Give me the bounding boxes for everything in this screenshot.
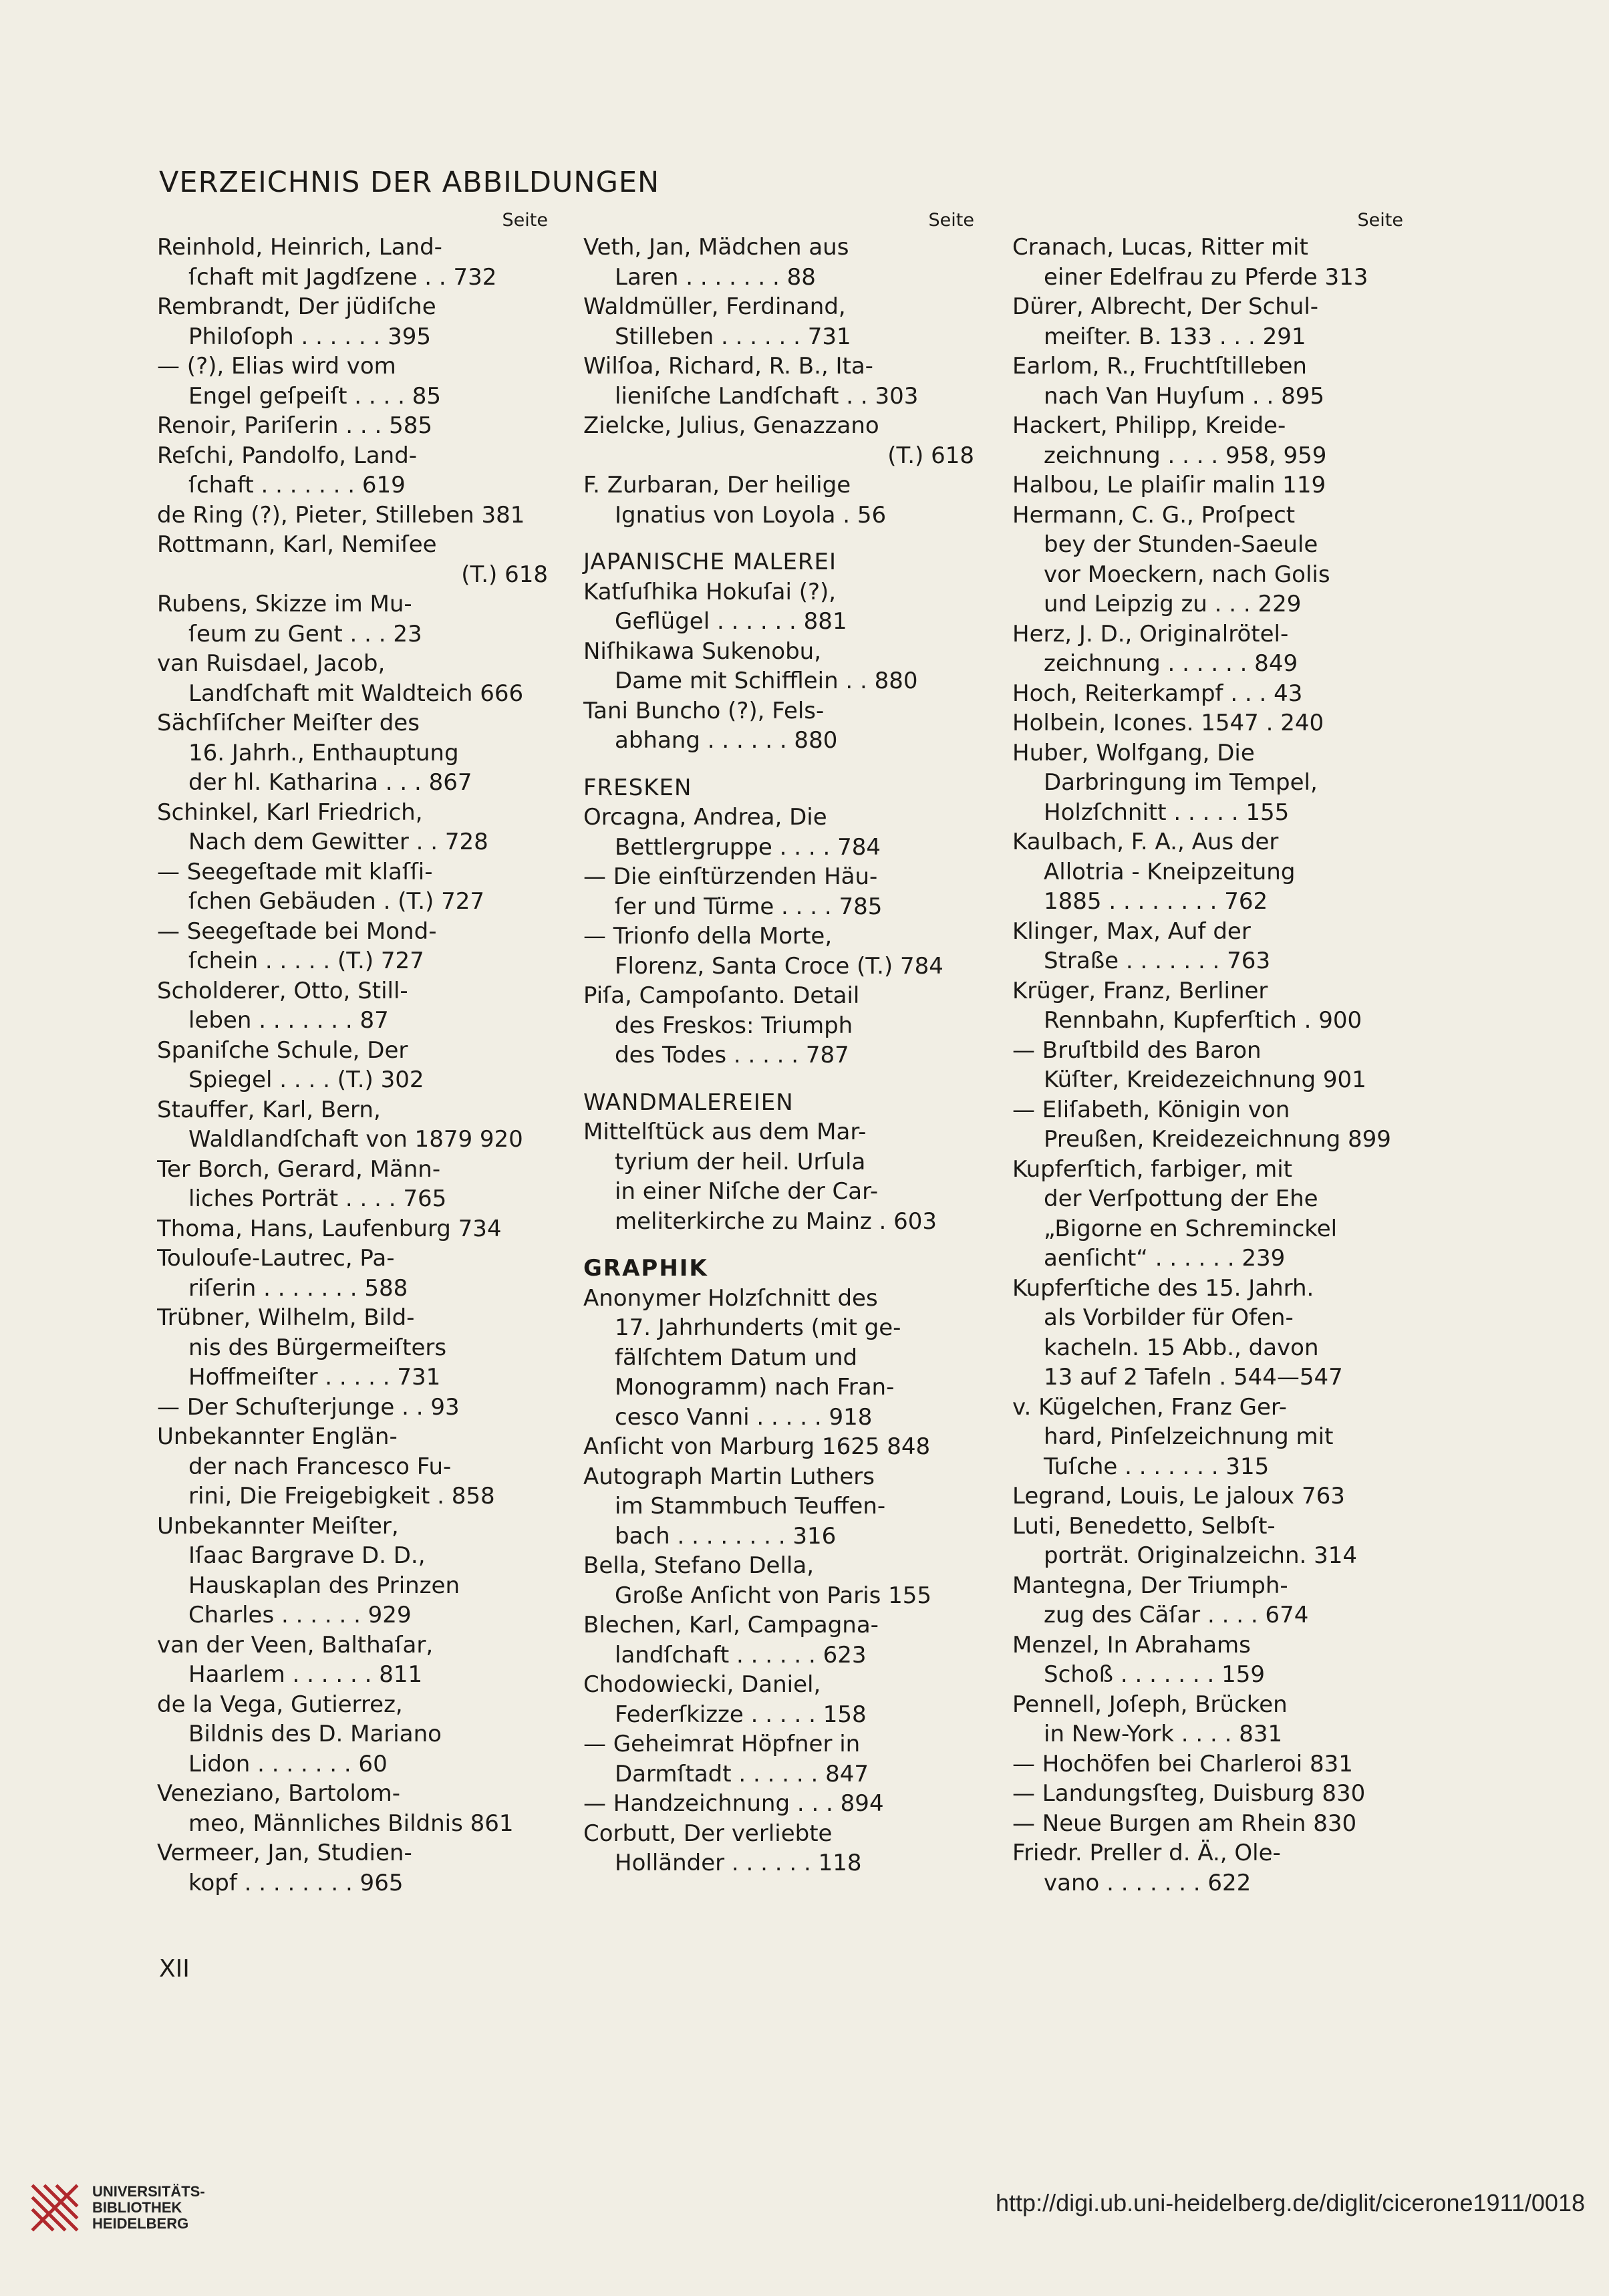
index-entry (157, 1393, 548, 1423)
index-entry-line: Waldmüller, Ferdinand, (583, 293, 846, 320)
index-entry-line: Rennbahn, Kupferſtich . 900 (1044, 1007, 1362, 1034)
index-entry-line: der Verſpottung der Ehe (1044, 1185, 1318, 1212)
index-entry-line: ſeum zu Gent . . . 23 (188, 620, 422, 648)
index-entry-line: ſchen Gebäuden . (T.) 727 (188, 888, 484, 915)
index-column-3 (1012, 208, 1403, 1898)
index-entry-line: der nach Francesco Fu- (188, 1453, 452, 1480)
index-entry-line: Luti, Benedetto, Selbſt- (1012, 1512, 1276, 1540)
index-entry (1012, 351, 1403, 411)
index-entry-line: lieniſche Landſchaft . . 303 (615, 382, 919, 410)
index-entry-line: meo, Männliches Bildnis 861 (188, 1810, 514, 1837)
index-entry-line: zug des Cäſar . . . . 674 (1044, 1602, 1309, 1628)
index-entry (157, 857, 548, 917)
index-entry (583, 1117, 974, 1236)
index-entry-line: vor Moeckern, nach Golis (1044, 561, 1330, 588)
index-entry (157, 1779, 548, 1838)
index-entry (583, 1670, 974, 1729)
index-entry-line: Chodowiecki, Daniel, (583, 1671, 821, 1698)
index-entry-line: Dürer, Albrecht, Der Schul- (1012, 293, 1319, 320)
index-entry (157, 500, 548, 531)
index-entry-line: Tuſche . . . . . . . 315 (1044, 1453, 1270, 1480)
index-entry (583, 803, 974, 862)
index-entry-line: Veth, Jan, Mädchen aus (583, 234, 849, 261)
index-entry (583, 696, 974, 756)
library-name (92, 2184, 205, 2232)
index-entry (157, 1095, 548, 1155)
index-entry (157, 1303, 548, 1393)
index-entry-line: des Todes . . . . . 787 (615, 1042, 849, 1068)
index-entry (583, 862, 974, 921)
index-entry-line: F. Zurbaran, Der heilige (583, 472, 851, 498)
index-entry-line: nis des Bürgermeiſters (188, 1334, 447, 1361)
index-entry-line: Darmſtadt . . . . . . 847 (615, 1760, 869, 1787)
index-entry-line: tyrium der heil. Urſula (615, 1148, 866, 1175)
index-entry-line: Sächſiſcher Meiſter des (157, 710, 420, 736)
index-entry-line: — Geheimrat Höpfner in (583, 1731, 861, 1757)
index-entry (1012, 1571, 1403, 1630)
index-entry-line: — Die einſtürzenden Häu- (583, 863, 878, 890)
index-entry (157, 589, 548, 649)
index-entry-line: der hl. Katharina . . . 867 (188, 769, 472, 796)
index-entry (1012, 1749, 1403, 1779)
index-entry (1012, 1481, 1403, 1512)
index-entry-line: meiſter. B. 133 . . . 291 (1044, 323, 1306, 350)
index-entry (1012, 1274, 1403, 1393)
index-entry (1012, 1036, 1403, 1095)
index-entry-line: im Stammbuch Teuffen- (615, 1493, 886, 1520)
index-entry-line: Iſaac Bargrave D. D., (188, 1542, 426, 1569)
index-entry-line: Klinger, Max, Auf der (1012, 917, 1251, 945)
index-entry-line: — Handzeichnung . . . 894 (583, 1790, 884, 1817)
index-entry-line: — Neue Burgen am Rhein 830 (1012, 1810, 1357, 1837)
index-entry-line: rini, Die Freigebigkeit . 858 (188, 1483, 495, 1510)
index-entry-line: Ignatius von Loyola . 56 (615, 501, 887, 529)
index-entry (1012, 708, 1403, 738)
index-entry-line: Allotria - Kneipzeitung (1044, 858, 1296, 885)
index-entry-line: Cranach, Lucas, Ritter mit (1012, 234, 1308, 261)
index-entry-line: Halbou, Le plaiſir malin 119 (1012, 472, 1326, 498)
index-entry (157, 976, 548, 1036)
index-entry-line: Wilſoa, Richard, R. B., Ita- (583, 353, 873, 380)
index-entry-line: Kupferſtich, farbiger, mit (1012, 1155, 1293, 1183)
index-entry-line: Dame mit Schifflein . . 880 (615, 668, 918, 694)
index-entry-line: ſchaft . . . . . . . 619 (188, 472, 406, 498)
index-entry (583, 1610, 974, 1670)
index-entry-line: in New-York . . . . 831 (1044, 1721, 1283, 1747)
library-name-line: HEIDELBERG (92, 2215, 189, 2232)
index-entry-line: Reſchi, Pandolfo, Land- (157, 442, 418, 469)
index-entry (1012, 1155, 1403, 1274)
index-entry-line: Unbekannter Englän- (157, 1423, 398, 1450)
index-entry-line: Blechen, Karl, Campagna- (583, 1612, 879, 1638)
index-entry-line: — (?), Elias wird vom (157, 353, 396, 380)
index-entry (1012, 292, 1403, 351)
index-entry-line: Pennell, Joſeph, Brücken (1012, 1691, 1288, 1718)
index-entry-line: Friedr. Preller d. Ä., Ole- (1012, 1840, 1281, 1866)
index-entry-line: Waldlandſchaft von 1879 920 (188, 1126, 523, 1153)
index-entry-line: hard, Pinſelzeichnung mit (1044, 1423, 1334, 1450)
index-entry-line: Geflügel . . . . . . 881 (615, 608, 847, 635)
index-entry (1012, 679, 1403, 709)
index-entry-line: — Seegeſtade bei Mond- (157, 917, 437, 945)
index-entry (583, 1789, 974, 1819)
index-entry-line: Legrand, Louis, Le jaloux 763 (1012, 1483, 1345, 1510)
library-logo-icon (27, 2180, 83, 2236)
index-entry-line: Bildnis des D. Mariano (188, 1721, 442, 1747)
index-entry (157, 292, 548, 351)
index-entry-line: Trübner, Wilhelm, Bild- (157, 1304, 415, 1331)
index-entry (157, 917, 548, 976)
index-entry-line: aenſicht“ . . . . . . 239 (1044, 1245, 1286, 1272)
index-entry-line: 17. Jahrhunderts (mit ge- (615, 1314, 901, 1341)
index-entry (157, 530, 548, 589)
index-entry (1012, 1095, 1403, 1155)
index-entry-line: Lidon . . . . . . . 60 (188, 1750, 388, 1777)
index-entry-line: Toulouſe-Lautrec, Pa- (157, 1245, 395, 1272)
index-entry-line: Thoma, Hans, Laufenburg 734 (157, 1215, 502, 1242)
index-entry-line: Krüger, Franz, Berliner (1012, 977, 1268, 1004)
index-entry (583, 1819, 974, 1878)
index-entry-line: Hauskaplan des Prinzen (188, 1572, 460, 1599)
index-entry (1012, 976, 1403, 1036)
index-entry-line: — Eliſabeth, Königin von (1012, 1096, 1290, 1123)
index-entry-line: Herz, J. D., Originalrötel- (1012, 620, 1289, 648)
index-entry-line: Vermeer, Jan, Studien- (157, 1840, 412, 1866)
index-entry-line: in einer Niſche der Car- (615, 1178, 879, 1205)
index-entry (583, 351, 974, 411)
index-entry-line: Kaulbach, F. A., Aus der (1012, 829, 1279, 855)
index-entry-line: des Freskos: Triumph (615, 1012, 853, 1039)
index-entry-line: van Ruisdael, Jacob, (157, 650, 386, 677)
index-entry-line: Große Anſicht von Paris 155 (615, 1582, 932, 1609)
index-entry (157, 1244, 548, 1303)
index-entry-line: v. Kügelchen, Franz Ger- (1012, 1393, 1287, 1421)
index-entry-line: Hoffmeiſter . . . . . 731 (188, 1364, 441, 1391)
index-entry-line: Autograph Martin Luthers (583, 1463, 875, 1490)
index-entry-line: leben . . . . . . . 87 (188, 1007, 389, 1034)
index-entry-line: Spaniſche Schule, Der (157, 1036, 408, 1064)
library-name-line: BIBLIOTHEK (92, 2199, 182, 2216)
index-entry (157, 233, 548, 292)
index-entry-line: Philoſoph . . . . . . 395 (188, 323, 432, 350)
index-entry (1012, 1512, 1403, 1571)
index-entry-line: ſchein . . . . . (T.) 727 (188, 948, 424, 974)
index-entry-line: ſchaft mit Jagdſzene . . 732 (188, 263, 497, 291)
index-entry-line: Holzſchnitt . . . . . 155 (1044, 799, 1290, 826)
index-entry-line: Holländer . . . . . . 118 (615, 1850, 862, 1876)
index-entry (583, 577, 974, 637)
index-entry (1012, 500, 1403, 619)
index-entry-line: van der Veen, Balthaſar, (157, 1631, 434, 1659)
index-entry (583, 1729, 974, 1789)
index-entry-line: — Landungsſteg, Duisburg 830 (1012, 1780, 1366, 1807)
index-entry-line: und Leipzig zu . . . 229 (1044, 591, 1302, 617)
index-entry-line: Menzel, In Abrahams (1012, 1631, 1251, 1659)
index-entry-line: porträt. Originalzeichn. 314 (1044, 1542, 1358, 1569)
index-entry-line: Zielcke, Julius, Genazzano (583, 412, 879, 439)
index-entry-line: — Der Schuſterjunge . . 93 (157, 1393, 460, 1421)
seite-heading: Seite (502, 210, 548, 231)
index-entry (583, 411, 974, 470)
index-entry-line: kacheln. 15 Abb., davon (1044, 1334, 1319, 1361)
index-entry-line: 1885 . . . . . . . . 762 (1044, 888, 1268, 915)
footer-bar (0, 2165, 1609, 2296)
index-entry-line: Kupferſtiche des 15. Jahrh. (1012, 1274, 1314, 1302)
index-entry-line: nach Van Huyſum . . 895 (1044, 382, 1325, 410)
index-entry (157, 1155, 548, 1214)
index-entry-line: Federſkizze . . . . . 158 (615, 1701, 867, 1728)
index-entry-line: bey der Stunden-Saeule (1044, 531, 1318, 558)
index-entry-line: Renoir, Pariſerin . . . 585 (157, 412, 433, 439)
index-entry (157, 1838, 548, 1898)
index-entry-line: — Trionfo della Morte, (583, 923, 833, 950)
page-title: VERZEICHNIS DER ABBILDUNGEN (159, 166, 660, 199)
index-entry-line: Charles . . . . . . 929 (188, 1602, 412, 1628)
index-entry (583, 921, 974, 981)
index-entry-line: Ter Borch, Gerard, Männ- (157, 1155, 441, 1183)
index-entry-line: Mantegna, Der Triumph- (1012, 1572, 1288, 1599)
index-entry-line: landſchaft . . . . . . 623 (615, 1641, 867, 1669)
index-entry-line: abhang . . . . . . 880 (615, 727, 838, 754)
index-entry (583, 233, 974, 292)
index-entry-line: Hermann, C. G., Proſpect (1012, 501, 1296, 529)
section-heading: JAPANISCHE MALEREI (583, 549, 837, 575)
index-entry-line: Stilleben . . . . . . 731 (615, 323, 851, 350)
index-entry (157, 441, 548, 500)
index-entry-line: Nach dem Gewitter . . 728 (188, 829, 488, 855)
index-entry-line: Tani Buncho (?), Fels- (583, 697, 825, 724)
index-entry-line: Scholderer, Otto, Still- (157, 977, 408, 1004)
index-entry-line: — Seegeſtade mit klaſſi- (157, 858, 433, 885)
index-entry-line: ſer und Türme . . . . 785 (615, 893, 883, 920)
index-entry (157, 1690, 548, 1779)
index-entry-line: Straße . . . . . . . 763 (1044, 948, 1271, 974)
index-entry-line: Unbekannter Meiſter, (157, 1512, 399, 1540)
index-entry-line: Florenz, Santa Croce (T.) 784 (615, 952, 943, 980)
index-entry (1012, 1779, 1403, 1809)
index-entry-line: Corbutt, Der verliebte (583, 1820, 833, 1847)
index-entry-line: Anonymer Holzſchnitt des (583, 1284, 878, 1312)
index-entry (157, 1036, 548, 1095)
index-entry-line: Earlom, R., Fruchtſtilleben (1012, 353, 1307, 380)
index-column-1 (157, 208, 548, 1898)
index-entry-line: meliterkirche zu Mainz . 603 (615, 1207, 937, 1235)
index-entry-line: — Bruſtbild des Baron (1012, 1036, 1262, 1064)
index-entry (1012, 1630, 1403, 1690)
index-entry-line: Anſicht von Marburg 1625 848 (583, 1433, 931, 1460)
index-entry (583, 470, 974, 530)
index-entry-line: Niſhikawa Sukenobu, (583, 637, 822, 665)
index-entry-line: Rottmann, Karl, Nemiſee (157, 531, 437, 558)
index-entry-line: kopf . . . . . . . . 965 (188, 1869, 404, 1896)
index-entry-line: Bettlergruppe . . . . 784 (615, 833, 881, 861)
index-entry-line: Monogramm) nach Fran- (615, 1374, 895, 1401)
index-entry-line: de la Vega, Gutierrez, (157, 1691, 403, 1718)
index-entry-line: Bella, Stefano Della, (583, 1552, 815, 1579)
index-entry-line: riſerin . . . . . . . 588 (188, 1274, 408, 1302)
index-entry-line: Darbringung im Tempel, (1044, 769, 1318, 796)
index-entry-line: Orcagna, Andrea, Die (583, 804, 827, 831)
index-entry-line: „Bigorne en Schreminckel (1044, 1215, 1338, 1242)
index-entry (157, 649, 548, 708)
index-entry (1012, 470, 1403, 500)
index-entry-line: vano . . . . . . . 622 (1044, 1869, 1252, 1896)
index-entry-line: Engel geſpeiſt . . . . 85 (188, 382, 442, 410)
index-entry (157, 1422, 548, 1512)
section-heading: WANDMALEREIEN (583, 1089, 794, 1116)
index-entry (1012, 917, 1403, 976)
library-name-line: UNIVERSITÄTS- (92, 2183, 205, 2200)
index-entry (583, 1284, 974, 1433)
index-entry-line: Piſa, Campoſanto. Detail (583, 982, 860, 1009)
index-entry-line: Spiegel . . . . (T.) 302 (188, 1066, 424, 1093)
section-heading: FRESKEN (583, 774, 692, 801)
index-entry-line: 16. Jahrh., Enthauptung (188, 739, 459, 766)
index-entry (1012, 1838, 1403, 1898)
index-entry-line: Rubens, Skizze im Mu- (157, 591, 412, 617)
index-entry (157, 1214, 548, 1244)
section-heading: GRAPHIK (583, 1255, 708, 1282)
index-entry (583, 1432, 974, 1462)
index-entry-line: liches Porträt . . . . 765 (188, 1185, 447, 1212)
index-entry-line: Schoß . . . . . . . 159 (1044, 1661, 1266, 1688)
index-entry-line: Hoch, Reiterkampf . . . 43 (1012, 680, 1303, 707)
index-entry-line: Rembrandt, Der jüdiſche (157, 293, 436, 320)
index-entry (583, 1551, 974, 1610)
index-entry-line: Haarlem . . . . . . 811 (188, 1661, 423, 1688)
index-entry (1012, 1809, 1403, 1839)
index-entry-line: — Hochöfen bei Charleroi 831 (1012, 1750, 1353, 1777)
index-entry (157, 411, 548, 441)
index-entry-line: de Ring (?), Pieter, Stilleben 381 (157, 501, 525, 529)
index-entry (1012, 1690, 1403, 1749)
index-entry (1012, 1393, 1403, 1482)
index-entry-line: Stauffer, Karl, Bern, (157, 1096, 381, 1123)
index-entry (1012, 738, 1403, 828)
index-entry-line: zeichnung . . . . 958, 959 (1044, 442, 1327, 469)
seite-heading: Seite (928, 210, 974, 231)
index-entry-line: Schinkel, Karl Friedrich, (157, 799, 423, 826)
index-entry-line: Laren . . . . . . . 88 (615, 263, 816, 291)
index-entry (1012, 619, 1403, 679)
index-entry-line: Küſter, Kreidezeichnung 901 (1044, 1066, 1366, 1093)
index-column-2 (583, 208, 974, 1878)
index-entry-line: (T.) 618 (461, 561, 548, 588)
index-entry-line: 13 auf 2 Tafeln . 544—547 (1044, 1364, 1343, 1391)
index-entry-line: Landſchaft mit Waldteich 666 (188, 680, 524, 707)
index-entry-line: fälſchtem Datum und (615, 1344, 858, 1371)
index-entry (1012, 411, 1403, 470)
index-entry-line: bach . . . . . . . . 316 (615, 1522, 837, 1550)
index-entry-line: cesco Vanni . . . . . 918 (615, 1403, 873, 1431)
source-url-link[interactable]: http://digi.ub.uni-heidelberg.de/diglit/cicerone1911/0018 (996, 2189, 1585, 2216)
index-entry-line: zeichnung . . . . . . 849 (1044, 650, 1298, 677)
index-entry-line: Mittelſtück aus dem Mar- (583, 1119, 867, 1145)
index-entry-line: als Vorbilder für Ofen- (1044, 1304, 1294, 1331)
index-entry (157, 1512, 548, 1630)
index-entry-line: Huber, Wolfgang, Die (1012, 739, 1255, 766)
index-entry (157, 351, 548, 411)
index-entry-line: Katſuſhika Hokuſai (?), (583, 578, 837, 605)
index-entry-line: (T.) 618 (887, 442, 974, 469)
index-entry-line: Veneziano, Bartolom- (157, 1780, 401, 1807)
index-entry (1012, 827, 1403, 917)
index-entry (583, 1462, 974, 1552)
index-entry (1012, 233, 1403, 292)
index-entry (583, 292, 974, 351)
index-entry-line: Preußen, Kreidezeichnung 899 (1044, 1126, 1391, 1153)
index-entry-line: Hackert, Philipp, Kreide- (1012, 412, 1286, 439)
index-entry (157, 708, 548, 798)
index-entry (157, 1630, 548, 1690)
index-entry-line: Holbein, Icones. 1547 . 240 (1012, 710, 1324, 736)
seite-heading: Seite (1357, 210, 1403, 231)
index-entry (583, 981, 974, 1070)
page-folio: XII (159, 1955, 190, 1983)
index-entry-line: einer Edelfrau zu Pferde 313 (1044, 263, 1368, 291)
index-entry (157, 798, 548, 857)
index-entry (583, 637, 974, 696)
index-entry-line: Reinhold, Heinrich, Land- (157, 234, 442, 261)
